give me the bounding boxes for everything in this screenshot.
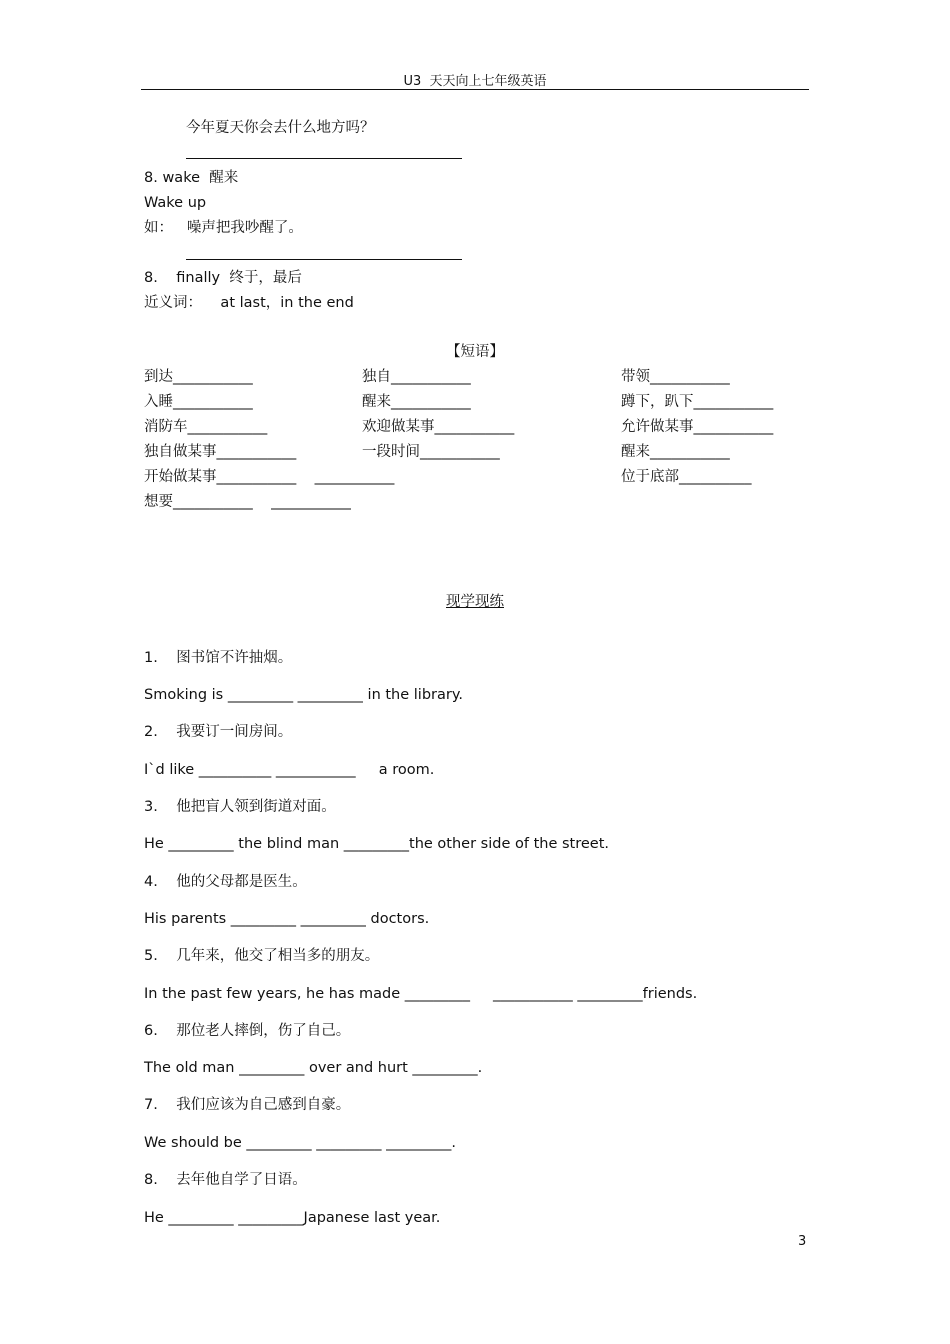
answer-line xyxy=(186,259,462,260)
page-header: U3 天天向上七年级英语 xyxy=(403,74,547,89)
practice-title: 现学现练 xyxy=(446,594,504,610)
exercise-english: His parents _________ _________ doctors. xyxy=(144,911,430,927)
exercise-english: We should be _________ _________ _________. xyxy=(144,1135,456,1151)
exercise-english: I`d like __________ ___________ a room. xyxy=(144,762,435,778)
question-summer: 今年夏天你会去什么地方吗？ xyxy=(186,120,375,136)
phrase-item: 位于底部__________ xyxy=(621,469,752,485)
phrase-item: 独自___________ xyxy=(362,369,471,385)
exercise-english: The old man _________ over and hurt _________. xyxy=(144,1060,483,1076)
phrase-item: 消防车___________ xyxy=(144,419,268,435)
phrase-item: 欢迎做某事___________ xyxy=(362,419,515,435)
exercise-chinese: 8. 去年他自学了日语。 xyxy=(144,1172,307,1188)
phrase-item: 到达___________ xyxy=(144,369,253,385)
exercise-chinese: 4. 他的父母都是医生。 xyxy=(144,874,307,890)
phrase-item: 蹲下，趴下___________ xyxy=(621,394,774,410)
wake-up-phrase: Wake up xyxy=(144,195,207,211)
phrase-item: 一段时间___________ xyxy=(362,444,500,460)
phrase-item: 独自做某事___________ xyxy=(144,444,297,460)
phrase-item: 醒来___________ xyxy=(362,394,471,410)
wake-heading: 8. wake 醒来 xyxy=(144,170,239,186)
answer-line xyxy=(186,158,462,159)
exercise-english: He _________ _________Japanese last year. xyxy=(144,1210,441,1226)
phrase-item: 允许做某事___________ xyxy=(621,419,774,435)
wake-example: 如： 噪声把我吵醒了。 xyxy=(144,220,303,236)
exercise-chinese: 3. 他把盲人领到街道对面。 xyxy=(144,799,336,815)
exercise-english: In the past few years, he has made _________ ___________ _________friends. xyxy=(144,986,698,1002)
finally-synonyms: 近义词： at last，in the end xyxy=(144,295,354,311)
phrase-item: 想要___________ ___________ xyxy=(144,494,351,510)
phrase-item: 开始做某事___________ ___________ xyxy=(144,469,395,485)
exercise-chinese: 5. 几年来，他交了相当多的朋友。 xyxy=(144,948,380,964)
exercise-english: He _________ the blind man _________the other side of the street. xyxy=(144,836,609,852)
phrase-item: 醒来___________ xyxy=(621,444,730,460)
phrase-item: 入睡___________ xyxy=(144,394,253,410)
finally-heading: 8. finally 终于，最后 xyxy=(144,270,302,286)
header-divider xyxy=(141,89,809,90)
exercise-chinese: 2. 我要订一间房间。 xyxy=(144,724,293,740)
exercise-chinese: 7. 我们应该为自己感到自豪。 xyxy=(144,1097,351,1113)
exercise-english: Smoking is _________ _________ in the library. xyxy=(144,687,463,703)
phrases-title: 【短语】 xyxy=(446,344,504,360)
exercise-chinese: 1. 图书馆不许抽烟。 xyxy=(144,650,293,666)
page-number: 3 xyxy=(798,1234,807,1249)
exercise-chinese: 6. 那位老人摔倒，伤了自己。 xyxy=(144,1023,351,1039)
phrase-item: 带领___________ xyxy=(621,369,730,385)
